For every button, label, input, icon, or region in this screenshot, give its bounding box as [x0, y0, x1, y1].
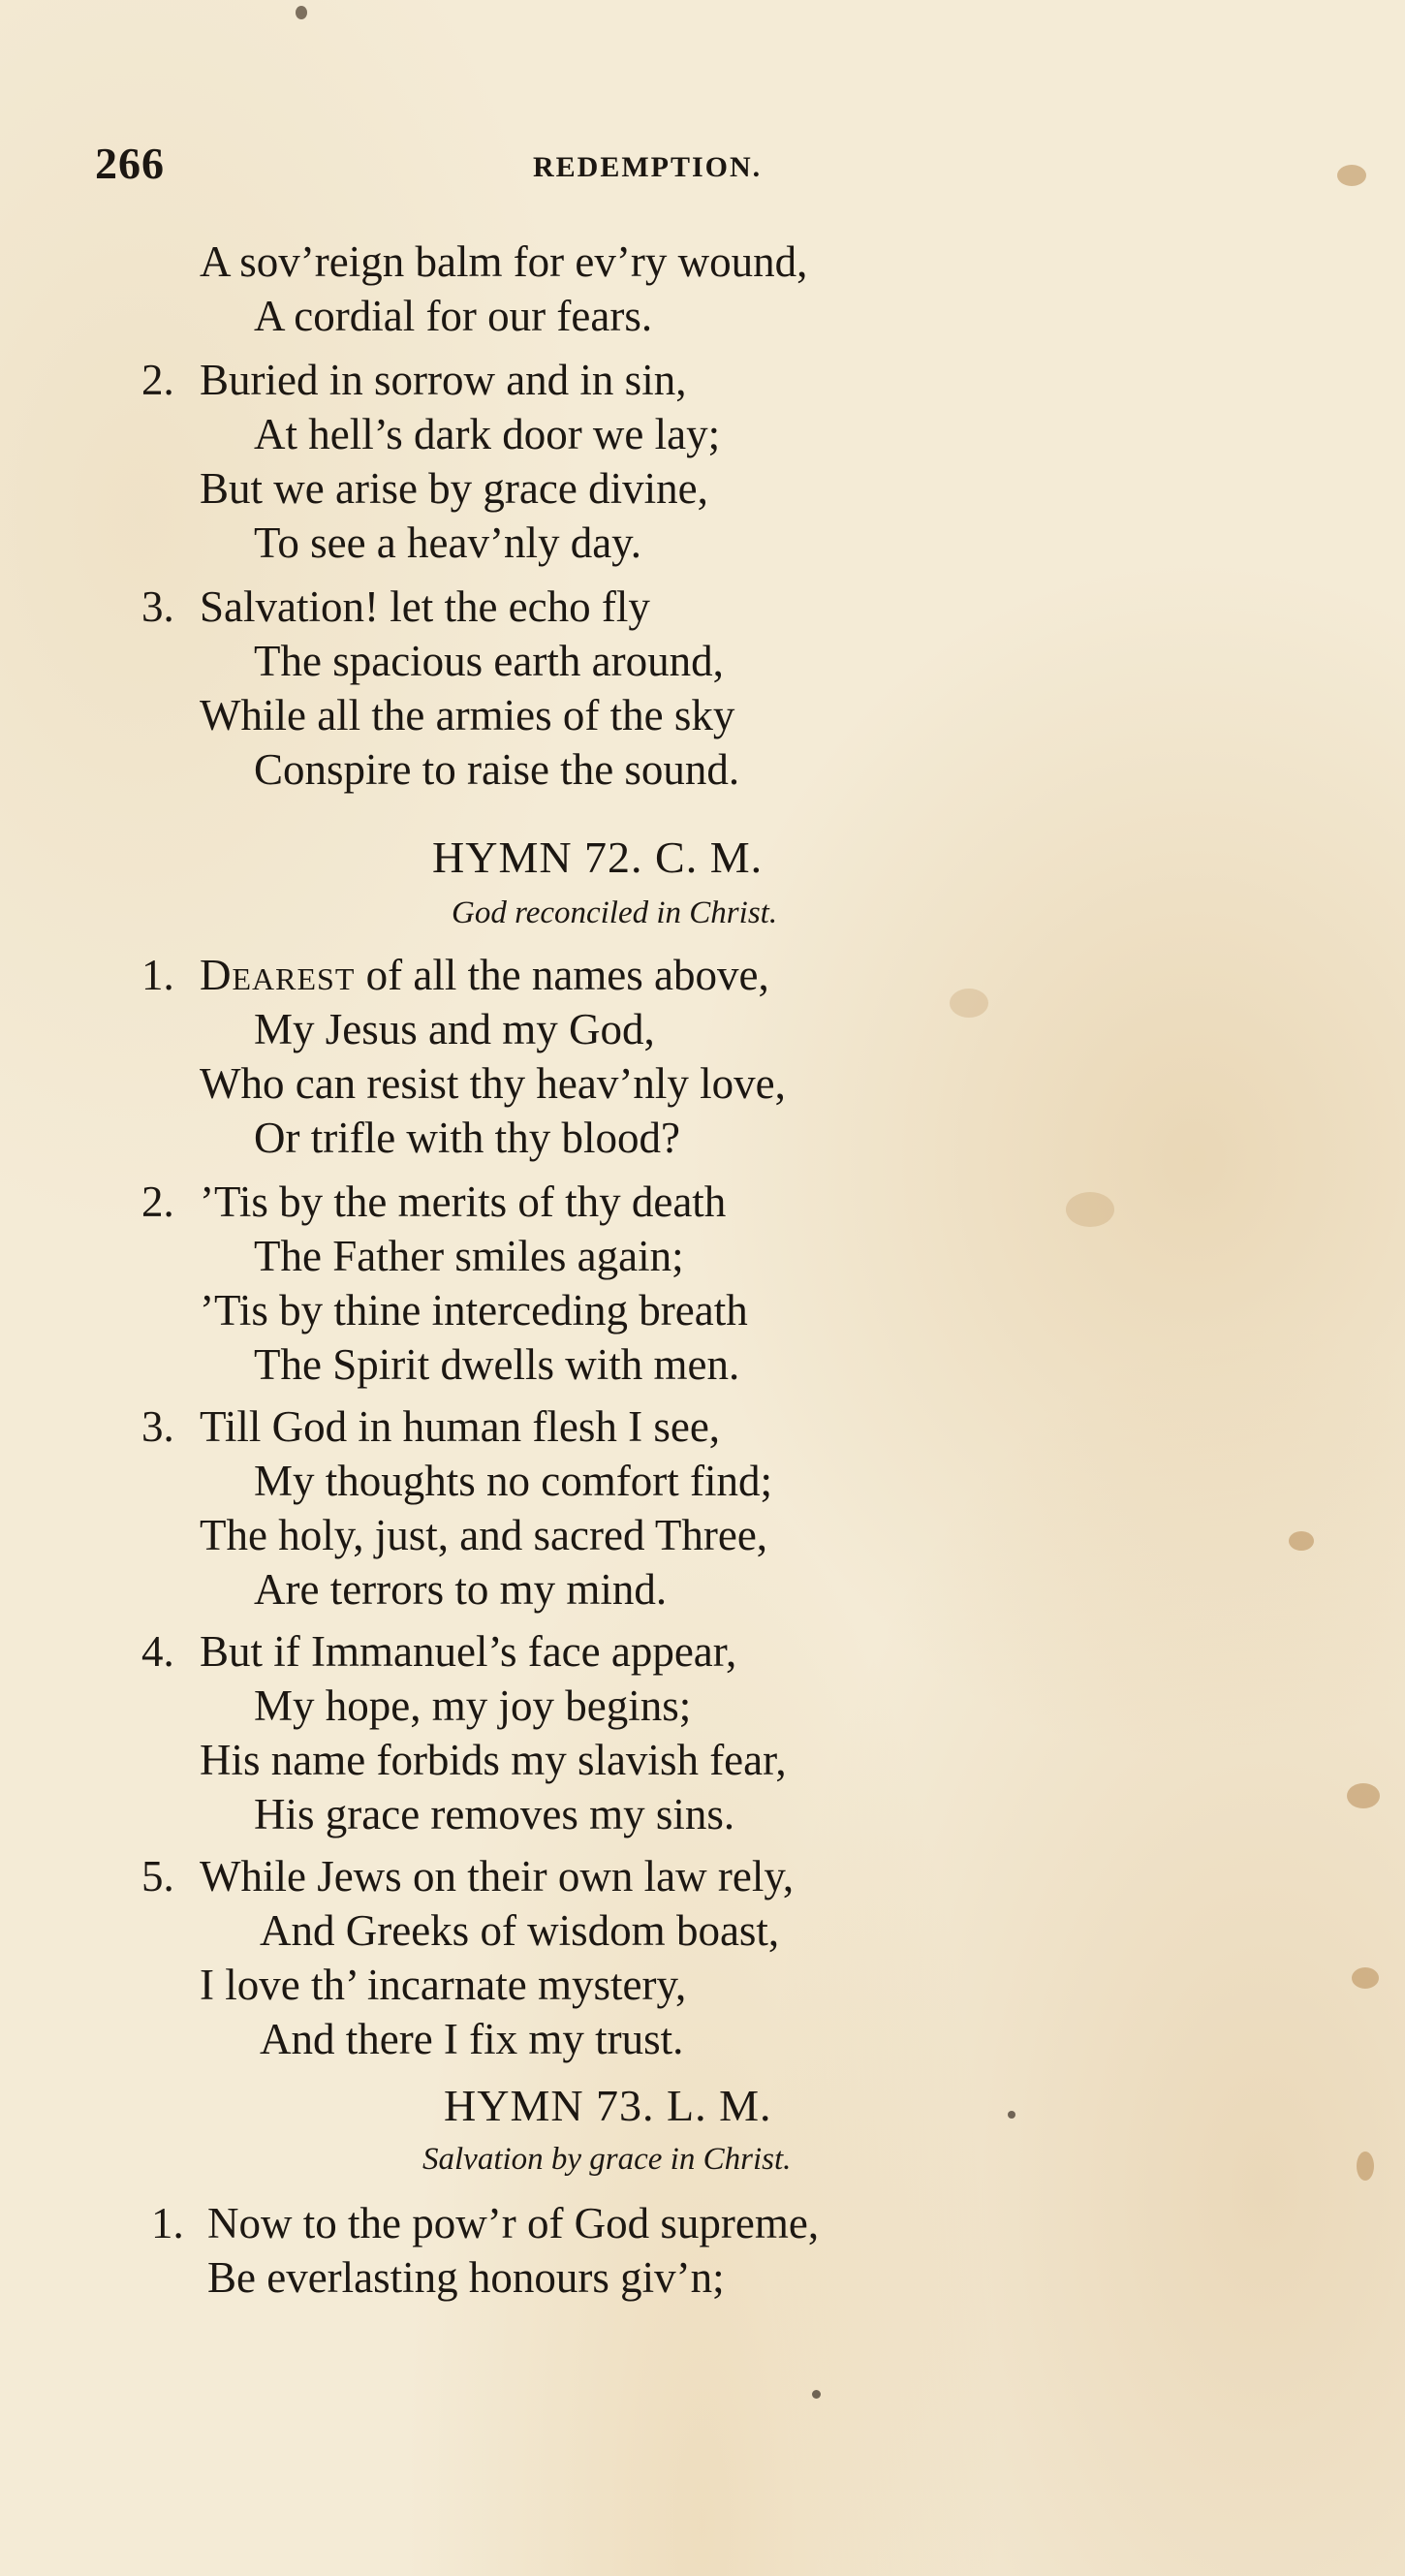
- foxing-spot: [1357, 2152, 1374, 2181]
- verse-line: A cordial for our fears.: [254, 292, 653, 340]
- foxing-spot: [1066, 1192, 1114, 1227]
- verse-number: 5.: [141, 1852, 174, 1901]
- foxing-spot: [1347, 1783, 1380, 1808]
- verse-line: The holy, just, and sacred Three,: [200, 1511, 768, 1559]
- ink-speck: [812, 2390, 821, 2399]
- running-title: REDEMPTION.: [533, 151, 763, 183]
- hymn-title: HYMN 72. C. M.: [432, 832, 764, 882]
- verse-first-word: Dearest: [200, 951, 356, 999]
- foxing-spot: [1352, 1967, 1379, 1989]
- verse-line: His name forbids my slavish fear,: [200, 1736, 787, 1784]
- verse-number: 2.: [141, 1178, 174, 1226]
- verse-line: Who can resist thy heav’nly love,: [200, 1059, 786, 1108]
- verse-line: Till God in human flesh I see,: [200, 1402, 721, 1451]
- verse-number: 3.: [141, 582, 174, 631]
- verse-line: The Father smiles again;: [254, 1232, 684, 1280]
- verse-line: But if Immanuel’s face appear,: [200, 1627, 737, 1676]
- ink-speck: [1008, 2111, 1015, 2119]
- page-number: 266: [95, 139, 165, 188]
- hymn-subtitle: God reconciled in Christ.: [452, 895, 778, 930]
- verse-number: 2.: [141, 356, 174, 404]
- verse-line: Or trifle with thy blood?: [254, 1114, 680, 1162]
- verse-line: ’Tis by the merits of thy death: [200, 1178, 727, 1226]
- verse-line: The Spirit dwells with men.: [254, 1340, 740, 1389]
- verse-line: Are terrors to my mind.: [254, 1565, 668, 1614]
- verse-first-rest: of all the names above,: [355, 951, 769, 999]
- verse-line: The spacious earth around,: [254, 637, 724, 685]
- verse-line: Buried in sorrow and in sin,: [200, 356, 687, 404]
- verse-line: I love th’ incarnate mystery,: [200, 1961, 687, 2009]
- verse-line: At hell’s dark door we lay;: [254, 410, 721, 458]
- verse-line: My Jesus and my God,: [254, 1005, 655, 1053]
- verse-line: My hope, my joy begins;: [254, 1681, 692, 1730]
- verse-line: His grace removes my sins.: [254, 1790, 735, 1838]
- verse-number: 4.: [141, 1627, 174, 1676]
- verse-line: Conspire to raise the sound.: [254, 745, 740, 794]
- verse-number: 3.: [141, 1402, 174, 1451]
- verse-line: And there I fix my trust.: [260, 2015, 684, 2063]
- verse-number: 1.: [141, 951, 174, 999]
- verse-line: Be everlasting honours giv’n;: [207, 2253, 725, 2302]
- verse-line: Salvation! let the echo fly: [200, 582, 650, 631]
- verse-line: Now to the pow’r of God supreme,: [207, 2199, 820, 2247]
- verse-line: A sov’reign balm for ev’ry wound,: [200, 237, 808, 286]
- foxing-spot: [1289, 1531, 1314, 1551]
- verse-line: But we arise by grace divine,: [200, 464, 708, 513]
- verse-line: My thoughts no comfort find;: [254, 1457, 772, 1505]
- verse-line: [200, 948, 769, 1002]
- verse-line: While Jews on their own law rely,: [200, 1852, 795, 1901]
- verse-line: To see a heav’nly day.: [254, 518, 642, 567]
- foxing-spot: [950, 989, 988, 1018]
- hymn-title: HYMN 73. L. M.: [444, 2081, 772, 2130]
- foxing-spot: [1337, 165, 1366, 186]
- verse-line: ’Tis by thine interceding breath: [200, 1286, 748, 1335]
- verse-line: While all the armies of the sky: [200, 691, 735, 739]
- verse-number: 1.: [151, 2199, 184, 2247]
- ink-speck: [296, 6, 307, 19]
- hymn-subtitle: Salvation by grace in Christ.: [422, 2142, 792, 2177]
- verse-line: And Greeks of wisdom boast,: [260, 1906, 780, 1955]
